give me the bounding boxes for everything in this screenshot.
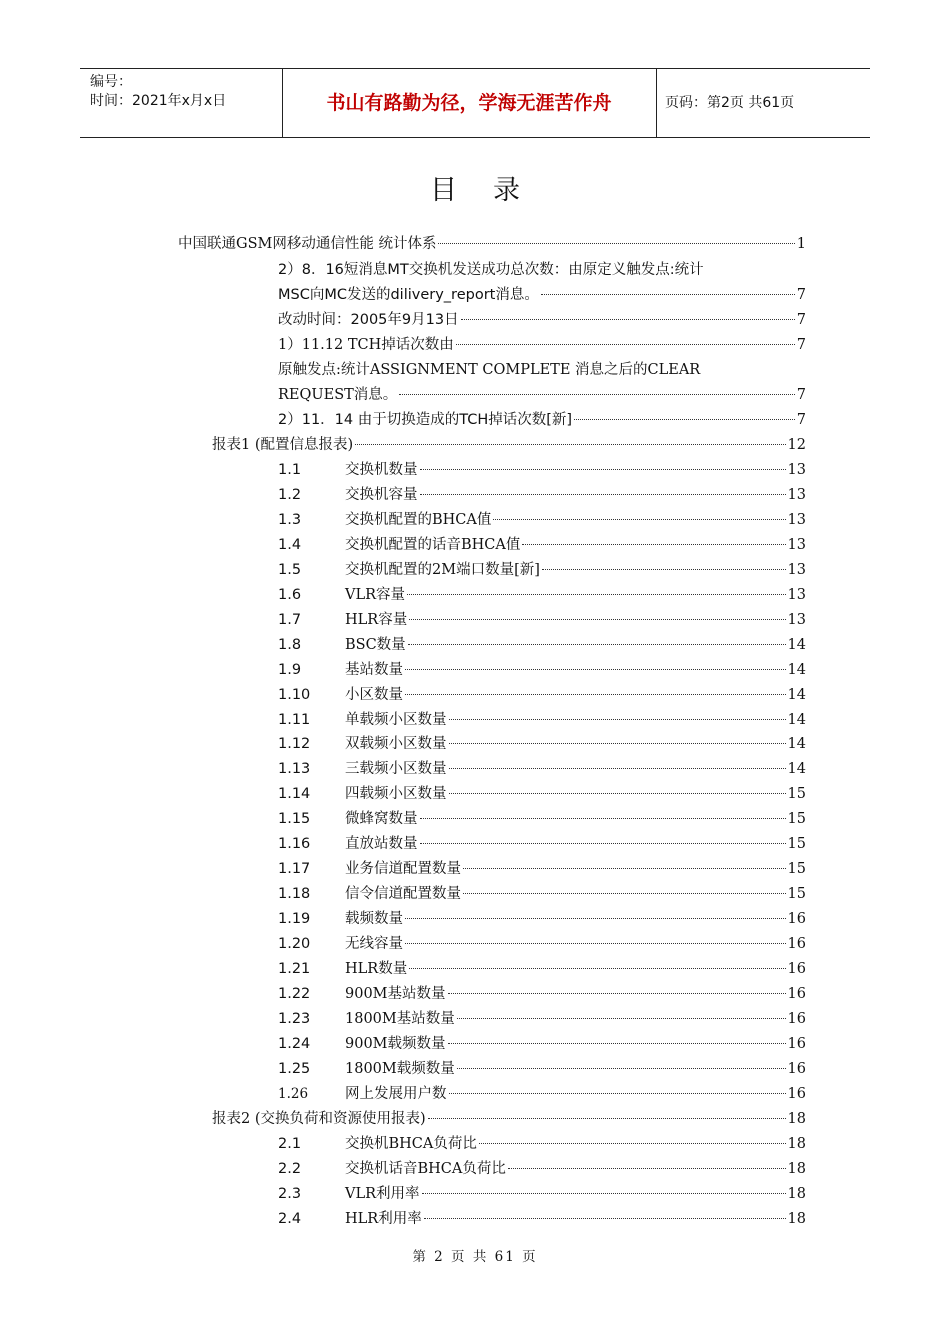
page-header [80,68,870,138]
toc-item-number: 1.16 [278,836,311,853]
header-page-info: 页码：第2页 共61页 [665,95,795,111]
toc-item-text: 交换机BHCA负荷比 [345,1135,477,1152]
toc-item[interactable] [278,1182,806,1206]
toc-leader-dots [428,1118,786,1119]
toc-item-number: 1.11 [278,711,311,728]
toc-entry-page: 1 [796,236,806,252]
toc-entry-11-12[interactable] [278,333,806,357]
toc-item-text: VLR利用率 [345,1185,420,1202]
toc-leader-dots [542,569,786,570]
toc-item[interactable] [278,1032,806,1056]
toc-item-page: 14 [787,636,806,653]
toc-entry-8-16-line2[interactable] [278,283,806,307]
toc-item-page: 15 [787,811,806,828]
toc-entry-text: 2）11．14 由于切换造成的TCH掉话次数[新] [278,412,573,428]
toc-item-text: 交换机话音BHCA负荷比 [345,1160,506,1177]
toc-item-page: 16 [787,1085,806,1102]
toc-item[interactable] [278,533,806,557]
toc-leader-dots [405,669,786,670]
toc-leader-dots [408,644,786,645]
toc-item-page: 13 [787,611,806,628]
toc-leader-dots [522,544,785,545]
toc-item[interactable] [278,1057,806,1081]
toc-item-page: 18 [787,1135,806,1152]
toc-entry-page: 12 [787,437,806,453]
toc-leader-dots [399,394,794,395]
toc-entry-text: 原触发点:统计ASSIGNMENT COMPLETE 消息之后的CLEAR [278,362,701,378]
toc-item-text: VLR容量 [345,586,406,603]
toc-entry-text: 报表1 (配置信息报表) [212,437,354,453]
page-footer: 第 2 页 共 61 页 [412,1249,538,1265]
toc-item[interactable] [278,882,806,906]
toc-item[interactable] [278,1157,806,1181]
toc-item-page: 13 [787,586,806,603]
toc-item[interactable] [278,807,806,831]
toc-item-page: 18 [787,1185,806,1202]
toc-entry-orig-line2[interactable] [278,383,806,407]
toc-item-number: 1.3 [278,511,302,528]
toc-item-page: 13 [787,486,806,503]
toc-entry-11-14[interactable] [278,408,806,432]
toc-item-number: 1.10 [278,686,311,703]
toc-item-text: 交换机配置的BHCA值 [345,511,492,528]
toc-item[interactable] [278,1132,806,1156]
toc-item-text: 网上发展用户数 [345,1085,447,1102]
toc-item-page: 16 [787,911,806,928]
toc-item-number: 1.25 [278,1060,311,1077]
toc-entry-text: 中国联通GSM网移动通信性能 统计体系 [178,236,437,252]
toc-item-text: 四载频小区数量 [345,786,447,803]
toc-entry-change-time[interactable] [278,308,806,332]
toc-item[interactable] [278,757,806,781]
toc-item-number: 1.22 [278,985,311,1002]
toc-item-text: 直放站数量 [345,836,418,853]
toc-item-number: 1.20 [278,936,311,953]
header-motto: 书山有路勤为径，学海无涯苦作舟 [326,92,612,114]
toc-leader-dots [420,469,786,470]
toc-item-text: HLR数量 [345,961,408,977]
toc-leader-dots [420,818,786,819]
toc-item-page: 13 [787,536,806,553]
toc-item-page: 14 [787,661,806,678]
toc-item-page: 16 [787,1060,806,1077]
toc-item[interactable] [278,982,806,1006]
toc-leader-dots [541,294,795,295]
toc-leader-dots [463,868,786,869]
toc-item-text: 单载频小区数量 [345,711,447,728]
toc-item-page: 15 [787,886,806,903]
toc-item-text: 信令信道配置数量 [345,886,461,903]
toc-leader-dots [449,1093,786,1094]
toc-item-number: 1.14 [278,786,311,803]
toc-entry-text: REQUEST消息。 [278,387,398,403]
toc-entry-report2[interactable] [212,1107,806,1131]
toc-leader-dots [405,943,786,944]
toc-leader-dots [448,1043,786,1044]
toc-item[interactable] [278,583,806,607]
toc-item-text: 双载频小区数量 [345,736,447,753]
toc-item-text: 900M载频数量 [345,1035,446,1052]
toc-item[interactable] [278,558,806,582]
toc-item[interactable] [278,957,806,981]
toc-item[interactable] [278,857,806,881]
header-divider-2 [656,69,657,137]
toc-item-number: 1.1 [278,462,302,478]
toc-item[interactable] [278,483,806,507]
toc-entry-text: MSC向MC发送的dilivery_report消息。 [278,287,539,303]
toc-leader-dots [405,918,786,919]
toc-entry-page: 7 [796,287,806,303]
toc-leader-dots [574,419,795,420]
toc-leader-dots [449,793,786,794]
toc-item-number: 2.4 [278,1210,302,1227]
toc-entry-text: 1）11.12 TCH掉话次数由 [278,337,454,353]
toc-item-text: 小区数量 [345,686,403,703]
toc-leader-dots [457,1018,786,1019]
toc-item-number: 1.8 [278,636,302,653]
header-left [90,73,226,111]
toc-leader-dots [508,1168,786,1169]
toc-item-page: 14 [787,736,806,753]
toc-item-number: 1.23 [278,1010,311,1027]
toc-item[interactable] [278,633,806,657]
toc-item-text: HLR利用率 [345,1210,422,1227]
toc-leader-dots [420,843,786,844]
toc-item-number: 1.15 [278,811,311,828]
toc-leader-dots [461,319,795,320]
toc-item-page: 16 [787,1035,806,1052]
toc-leader-dots [422,1193,786,1194]
toc-item[interactable] [278,907,806,931]
header-number-label: 编号： [90,74,132,90]
toc-item-text: 微蜂窝数量 [345,811,418,828]
toc-item-number: 1.19 [278,911,311,928]
toc-item-page: 15 [787,861,806,878]
toc-leader-dots [463,893,786,894]
toc-entry-text: 改动时间：2005年9月13日 [278,312,459,328]
toc-leader-dots [407,594,786,595]
toc-leader-dots [355,444,785,445]
toc-item-text: 1800M基站数量 [345,1010,455,1027]
toc-item-number: 2.1 [278,1135,302,1152]
toc-item[interactable] [278,782,806,806]
toc-leader-dots [409,619,785,620]
toc-item-number: 1.21 [278,961,311,977]
toc-item-page: 14 [787,711,806,728]
toc-item-text: 交换机配置的话音BHCA值 [345,536,521,553]
toc-item-number: 1.24 [278,1035,311,1052]
toc-entry-text: 报表2 (交换负荷和资源使用报表) [212,1110,426,1127]
toc-item-page: 15 [787,786,806,803]
toc-leader-dots [409,968,785,969]
toc-item-text: 1800M载频数量 [345,1060,455,1077]
toc-item-number: 1.17 [278,861,311,878]
page-title: 目录 [430,175,556,206]
toc-item[interactable] [278,708,806,732]
toc-leader-dots [424,1218,786,1219]
toc-leader-dots [449,719,786,720]
toc-item-text: 交换机数量 [345,462,418,478]
toc-item[interactable] [278,458,806,482]
toc-item-number: 2.2 [278,1160,302,1177]
toc-leader-dots [456,344,795,345]
toc-entry-page: 7 [796,337,806,353]
toc-item-text: 无线容量 [345,936,403,953]
toc-entry-top[interactable] [178,232,806,256]
toc-item-page: 16 [787,936,806,953]
toc-item[interactable] [278,932,806,956]
toc-item[interactable] [278,1207,806,1231]
toc-item-page: 14 [787,686,806,703]
toc-item-number: 1.26 [278,1085,309,1102]
toc-item-page: 18 [787,1160,806,1177]
toc-item-text: 基站数量 [345,661,403,678]
toc-item[interactable] [278,832,806,856]
toc-item[interactable] [278,1082,806,1106]
toc-leader-dots [457,1068,786,1069]
toc-item-number: 1.18 [278,886,311,903]
toc-item-number: 1.6 [278,586,302,603]
toc-item[interactable] [278,608,806,632]
toc-item[interactable] [278,658,806,682]
toc-item-number: 1.12 [278,736,311,753]
toc-entry-page: 7 [796,312,806,328]
toc-item-page: 13 [787,462,806,478]
toc-item-page: 16 [787,961,806,977]
toc-entry-orig-line1[interactable] [278,358,806,382]
toc-entry-page: 7 [796,412,806,428]
toc-item-number: 1.4 [278,536,302,553]
toc-item[interactable] [278,508,806,532]
toc-entry-page: 18 [787,1110,806,1127]
toc-item-text: 交换机配置的2M端口数量[新] [345,561,540,578]
toc-item-number: 1.5 [278,561,302,578]
toc-item-text: BSC数量 [345,636,406,653]
toc-leader-dots [448,993,786,994]
toc-item-page: 16 [787,1010,806,1027]
toc-item-text: 载频数量 [345,911,403,928]
toc-item-number: 1.2 [278,486,302,503]
toc-leader-dots [493,519,785,520]
toc-item-page: 13 [787,511,806,528]
toc-item-page: 15 [787,836,806,853]
toc-item-number: 1.7 [278,611,302,628]
toc-item-text: 业务信道配置数量 [345,861,461,878]
toc-leader-dots [449,743,786,744]
toc-item-page: 14 [787,761,806,778]
toc-entry-text: 2）8．16短消息MT交换机发送成功总次数：由原定义触发点:统计 [278,262,704,278]
toc-item-number: 1.13 [278,761,311,778]
toc-item-page: 18 [787,1210,806,1227]
toc-leader-dots [420,494,786,495]
toc-item-page: 13 [787,561,806,578]
toc-item-number: 2.3 [278,1185,302,1202]
toc-leader-dots [449,768,786,769]
toc-item-page: 16 [787,985,806,1002]
toc-entry-page: 7 [796,387,806,403]
toc-item-text: 交换机容量 [345,486,418,503]
toc-leader-dots [438,243,794,244]
toc-item-text: 900M基站数量 [345,985,446,1002]
toc-item-number: 1.9 [278,661,302,678]
toc-item[interactable] [278,683,806,707]
toc-item-text: HLR容量 [345,611,408,628]
toc-item-text: 三载频小区数量 [345,761,447,778]
toc-item[interactable] [278,1007,806,1031]
toc-entry-8-16-line1[interactable] [278,258,806,282]
toc-leader-dots [479,1143,786,1144]
toc-entry-report1[interactable] [212,433,806,457]
toc-leader-dots [405,694,786,695]
header-date: 时间：2021年x月x日 [90,93,227,109]
toc-item[interactable] [278,732,806,756]
